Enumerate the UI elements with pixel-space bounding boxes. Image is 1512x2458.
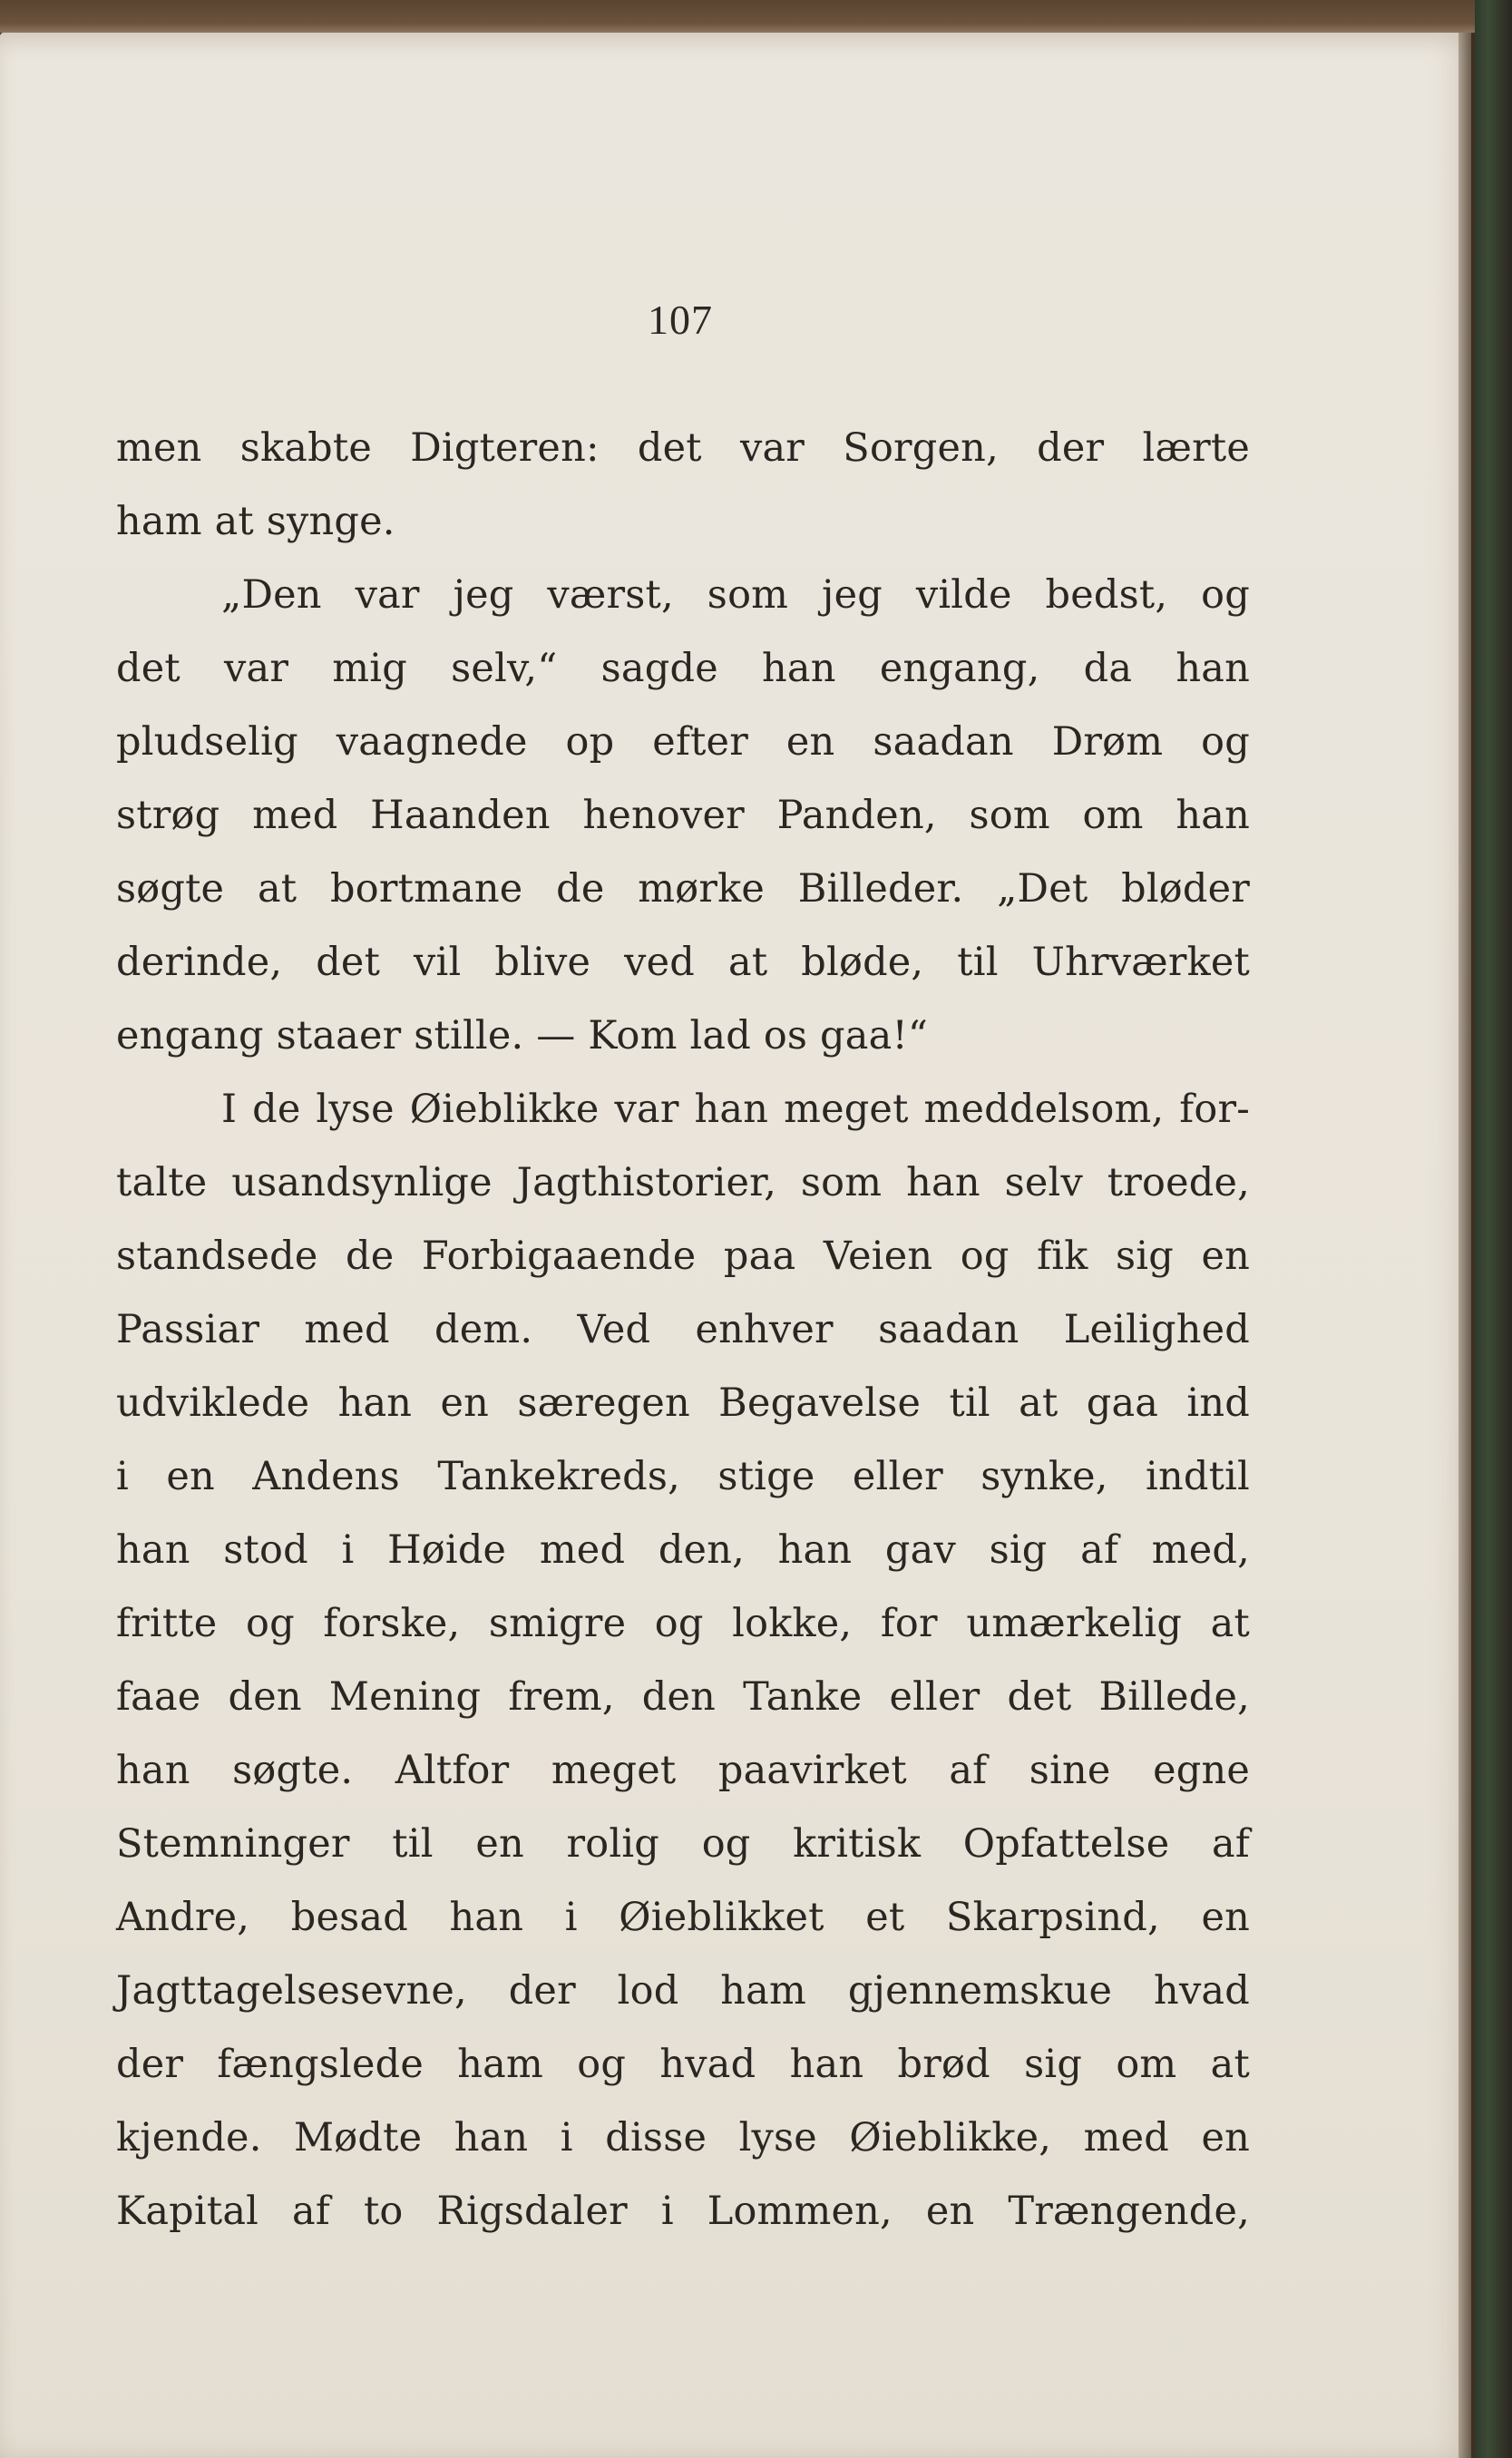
text-line: Stemninger til en rolig og kritisk Opfattelse af bbox=[116, 1821, 1250, 1867]
text-line: Andre, besad han i Øieblikket et Skarpsind, en bbox=[116, 1895, 1250, 1940]
text-line: „Den var jeg værst, som jeg vilde bedst, og bbox=[221, 572, 1250, 618]
text-line: men skabte Digteren: det var Sorgen, der lærte bbox=[116, 425, 1250, 471]
book-cover-edge bbox=[1475, 0, 1512, 2458]
page-edge-shadow bbox=[1458, 33, 1475, 2458]
text-line: Jagttagelsesevne, der lod ham gjennemskue hvad bbox=[116, 1968, 1250, 2014]
text-line: fritte og forske, smigre og lokke, for umærkelig at bbox=[116, 1601, 1250, 1646]
book-page bbox=[0, 33, 1471, 2458]
page-number: 107 bbox=[648, 297, 713, 343]
text-line: ham at synge. bbox=[116, 499, 395, 544]
text-line: Passiar med dem. Ved enhver saadan Leilighed bbox=[116, 1307, 1250, 1352]
text-line: derinde, det vil blive ved at bløde, til Uhrværket bbox=[116, 940, 1250, 985]
text-line: han søgte. Altfor meget paavirket af sine egne bbox=[116, 1748, 1250, 1793]
text-line: der fængslede ham og hvad han brød sig om at bbox=[116, 2042, 1250, 2087]
text-line: faae den Mening frem, den Tanke eller det Billede, bbox=[116, 1674, 1250, 1720]
body-text bbox=[116, 412, 1250, 2248]
text-line: han stod i Høide med den, han gav sig af med, bbox=[116, 1527, 1250, 1573]
text-line: standsede de Forbigaaende paa Veien og fik sig en bbox=[116, 1234, 1250, 1279]
text-line: Kapital af to Rigsdaler i Lommen, en Trængende, bbox=[116, 2189, 1250, 2234]
book-top-edge bbox=[0, 0, 1475, 33]
text-line: pludselig vaagnede op efter en saadan Drøm og bbox=[116, 719, 1250, 765]
text-line: i en Andens Tankekreds, stige eller synke, indtil bbox=[116, 1454, 1250, 1499]
text-line: I de lyse Øieblikke var han meget meddelsom, for- bbox=[221, 1087, 1250, 1132]
text-line: det var mig selv,“ sagde han engang, da han bbox=[116, 646, 1250, 691]
text-line: søgte at bortmane de mørke Billeder. „Det bløder bbox=[116, 866, 1250, 912]
text-line: engang staaer stille. — Kom lad os gaa!“ bbox=[116, 1013, 929, 1058]
text-line: strøg med Haanden henover Panden, som om han bbox=[116, 793, 1250, 838]
text-line: kjende. Mødte han i disse lyse Øieblikke, med en bbox=[116, 2115, 1250, 2161]
text-line: udviklede han en særegen Begavelse til at gaa ind bbox=[116, 1380, 1250, 1426]
text-line: talte usandsynlige Jagthistorier, som han selv troede, bbox=[116, 1160, 1250, 1205]
